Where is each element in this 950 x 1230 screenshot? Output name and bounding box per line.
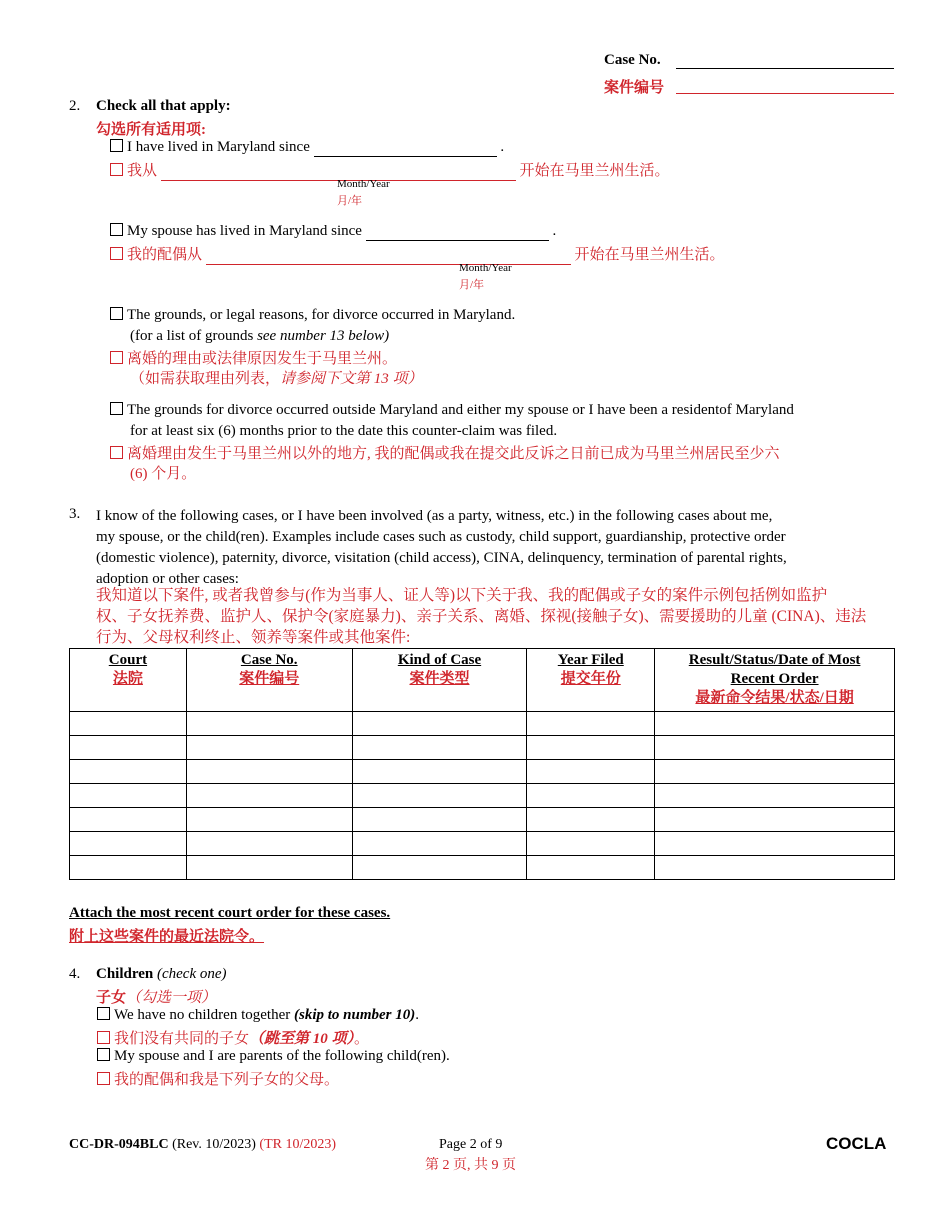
grounds-note (130, 328, 389, 345)
case-cell[interactable] (186, 808, 352, 832)
item2-number: 2. (69, 98, 81, 114)
grounds-note-zh (130, 367, 423, 388)
case-cell[interactable] (352, 784, 527, 808)
spouse-since-end: . (552, 223, 557, 239)
item3-text-line3: (domestic violence), paternity, divorce, visitation (child access), CINA, delinquency, termination of parental rights, (96, 550, 787, 566)
spouse-since-checkbox[interactable] (110, 223, 123, 236)
case-row (70, 736, 895, 760)
footer-page-zh: 第 2 页, 共 9 页 (425, 1158, 516, 1173)
attach-note: Attach the most recent court order for these cases. (69, 905, 391, 921)
no-children-zh-skip: （跳至第 10 项） (249, 1031, 355, 1047)
item4-title-zh-text: 子女 (96, 990, 127, 1006)
footer-page: Page 2 of 9 (439, 1137, 503, 1152)
parents-text: My spouse and I are parents of the following child(ren). (114, 1048, 450, 1064)
no-children-pre: We have no children together (114, 1007, 294, 1023)
item3-text-line1: I know of the following cases, or I have been involved (as a party, witness, etc.) in the following cases about me, (96, 508, 773, 524)
item3-text-zh-line2: 权、子女抚养费、监护人、保护令(家庭暴力)、亲子关系、离婚、探视(接触子女)、需要援助的儿童 (CINA)、违法 (96, 608, 867, 625)
case-row (70, 832, 895, 856)
col-kind-of-case: Kind of Case 案件类型 (352, 649, 527, 712)
case-cell[interactable] (527, 856, 655, 880)
grounds-out-text-zh-1: 离婚理由发生于马里兰州以外的地方, 我的配偶或我在提交此反诉之日前已成为马里兰州居民至少六 (127, 446, 780, 462)
case-cell[interactable] (655, 832, 895, 856)
lived-since-row (110, 139, 504, 157)
case-cell[interactable] (70, 784, 187, 808)
grounds-note-ital: see number 13 below) (257, 328, 390, 344)
spouse-since-checkbox-zh[interactable] (110, 247, 123, 260)
grounds-in-row (110, 307, 515, 324)
case-cell[interactable] (70, 856, 187, 880)
case-no-label: Case No. (604, 52, 661, 68)
grounds-in-text: The grounds, or legal reasons, for divorce occurred in Maryland. (127, 307, 516, 323)
case-row (70, 712, 895, 736)
item3-text-line4: adoption or other cases: (96, 571, 239, 587)
lived-since-end: . (500, 139, 505, 155)
grounds-in-text-zh: 离婚的理由或法律原因发生于马里兰州。 (127, 351, 398, 367)
case-cell[interactable] (655, 760, 895, 784)
case-row (70, 784, 895, 808)
lived-since-zh-post: 开始在马里兰州生活。 (519, 163, 670, 179)
lived-since-zh-pre: 我从 (127, 163, 158, 179)
case-cell[interactable] (527, 736, 655, 760)
case-cell[interactable] (655, 736, 895, 760)
no-children-end: . (415, 1007, 419, 1023)
case-row (70, 808, 895, 832)
month-year-label-zh-1: 月/年 (337, 195, 363, 207)
lived-since-checkbox[interactable] (110, 139, 123, 152)
case-cell[interactable] (70, 832, 187, 856)
item3-text-zh (96, 585, 866, 648)
footer-form-id (69, 1137, 336, 1153)
case-cell[interactable] (186, 760, 352, 784)
form-tr: (TR 10/2023) (259, 1137, 337, 1152)
form-rev: (Rev. 10/2023) (168, 1137, 260, 1152)
case-cell[interactable] (70, 760, 187, 784)
spouse-since-zh-pre: 我的配偶从 (127, 247, 203, 263)
parents-checkbox-zh[interactable] (97, 1072, 110, 1085)
col-result-status: Result/Status/Date of Most Recent Order 最新命令结果/状态/日期 (655, 649, 895, 712)
item4-title-note: (check one) (157, 966, 227, 982)
cases-table (69, 648, 895, 880)
grounds-out-row (110, 402, 794, 419)
spouse-since-row (110, 223, 556, 241)
item3-text (96, 506, 787, 590)
spouse-since-text: My spouse has lived in Maryland since (127, 223, 362, 239)
spouse-since-row-zh (110, 243, 725, 265)
lived-since-checkbox-zh[interactable] (110, 163, 123, 176)
case-cell[interactable] (70, 712, 187, 736)
item3-text-zh-line1: 我知道以下案件, 或者我曾参与(作为当事人、证人等)以下关于我、我的配偶或子女的案件示例包括例如监护 (96, 587, 828, 604)
col-year-filed: Year Filed 提交年份 (527, 649, 655, 712)
case-cell[interactable] (527, 832, 655, 856)
case-cell[interactable] (70, 808, 187, 832)
month-year-label-1: Month/Year (337, 178, 390, 190)
parents-text-zh: 我的配偶和我是下列子女的父母。 (114, 1072, 340, 1088)
spouse-since-field-zh[interactable] (206, 247, 571, 265)
case-cell[interactable] (352, 760, 527, 784)
grounds-note-zh-ital: 请参阅下文第 13 项） (280, 371, 423, 387)
case-cell[interactable] (352, 736, 527, 760)
item3-text-line2: my spouse, or the child(ren). Examples include cases such as custody, child support, guardianship, protective order (96, 529, 786, 545)
no-children-zh-end: 。 (354, 1031, 370, 1047)
case-cell[interactable] (352, 808, 527, 832)
no-children-row (97, 1007, 419, 1024)
case-cell[interactable] (655, 856, 895, 880)
item3-text-zh-line3: 行为、父母权利终止、领养等案件或其他案件: (96, 629, 411, 646)
no-children-row-zh (97, 1027, 369, 1048)
grounds-out-row-zh (110, 442, 780, 463)
spouse-since-field[interactable] (366, 223, 549, 241)
no-children-checkbox-zh[interactable] (97, 1031, 110, 1044)
item4-title-zh (96, 986, 216, 1007)
grounds-note-zh-pre: （如需获取理由列表， (130, 371, 281, 387)
case-row (70, 760, 895, 784)
attach-note-zh: 附上这些案件的最近法院令。 (69, 929, 265, 945)
parents-row-zh (97, 1068, 339, 1089)
case-cell[interactable] (527, 712, 655, 736)
item4-title (96, 966, 227, 983)
grounds-out-checkbox-zh[interactable] (110, 446, 123, 459)
case-no-field-zh[interactable] (676, 93, 894, 94)
case-no-label-zh: 案件编号 (604, 80, 665, 96)
form-id: CC-DR-094BLC (69, 1137, 169, 1152)
case-cell[interactable] (186, 832, 352, 856)
grounds-in-checkbox-zh[interactable] (110, 351, 123, 364)
case-cell[interactable] (186, 856, 352, 880)
item2-title-zh: 勾选所有适用项: (96, 122, 206, 138)
item4-title-note-zh: （勾选一项） (126, 990, 217, 1006)
case-cell[interactable] (527, 808, 655, 832)
case-cell[interactable] (186, 784, 352, 808)
grounds-out-text-zh-2: (6) 个月。 (130, 466, 197, 482)
grounds-note-pre: (for a list of grounds (130, 328, 258, 344)
grounds-in-checkbox[interactable] (110, 307, 123, 320)
col-case-no: Case No. 案件编号 (186, 649, 352, 712)
item3-number: 3. (69, 506, 81, 522)
case-cell[interactable] (527, 760, 655, 784)
case-cell[interactable] (527, 784, 655, 808)
month-year-label-2: Month/Year (459, 262, 512, 274)
item4-title-text: Children (96, 966, 154, 982)
month-year-label-zh-2: 月/年 (459, 279, 485, 291)
spouse-since-zh-post: 开始在马里兰州生活。 (574, 247, 725, 263)
case-cell[interactable] (186, 736, 352, 760)
case-cell[interactable] (655, 808, 895, 832)
case-cell[interactable] (352, 832, 527, 856)
item4-number: 4. (69, 966, 81, 982)
grounds-out-checkbox[interactable] (110, 402, 123, 415)
case-cell[interactable] (655, 784, 895, 808)
case-cell[interactable] (655, 712, 895, 736)
lived-since-text: I have lived in Maryland since (127, 139, 310, 155)
no-children-zh-pre: 我们没有共同的子女 (114, 1031, 250, 1047)
case-cell[interactable] (186, 712, 352, 736)
case-cell[interactable] (352, 856, 527, 880)
lived-since-field[interactable] (314, 139, 497, 157)
col-court: Court 法院 (70, 649, 187, 712)
no-children-checkbox[interactable] (97, 1007, 110, 1020)
parents-row (97, 1048, 450, 1065)
no-children-skip: (skip to number 10) (293, 1007, 416, 1023)
case-cell[interactable] (70, 736, 187, 760)
footer-cocla: COCLA (826, 1134, 887, 1153)
grounds-in-row-zh (110, 347, 397, 368)
case-row (70, 856, 895, 880)
parents-checkbox[interactable] (97, 1048, 110, 1061)
grounds-out-text-1: The grounds for divorce occurred outside Maryland and either my spouse or I have been a residentof Maryland (127, 402, 794, 418)
case-no-field[interactable] (676, 68, 894, 69)
item2-title: Check all that apply: (96, 98, 231, 114)
case-cell[interactable] (352, 712, 527, 736)
grounds-out-text-2: for at least six (6) months prior to the date this counter-claim was filed. (130, 423, 558, 439)
